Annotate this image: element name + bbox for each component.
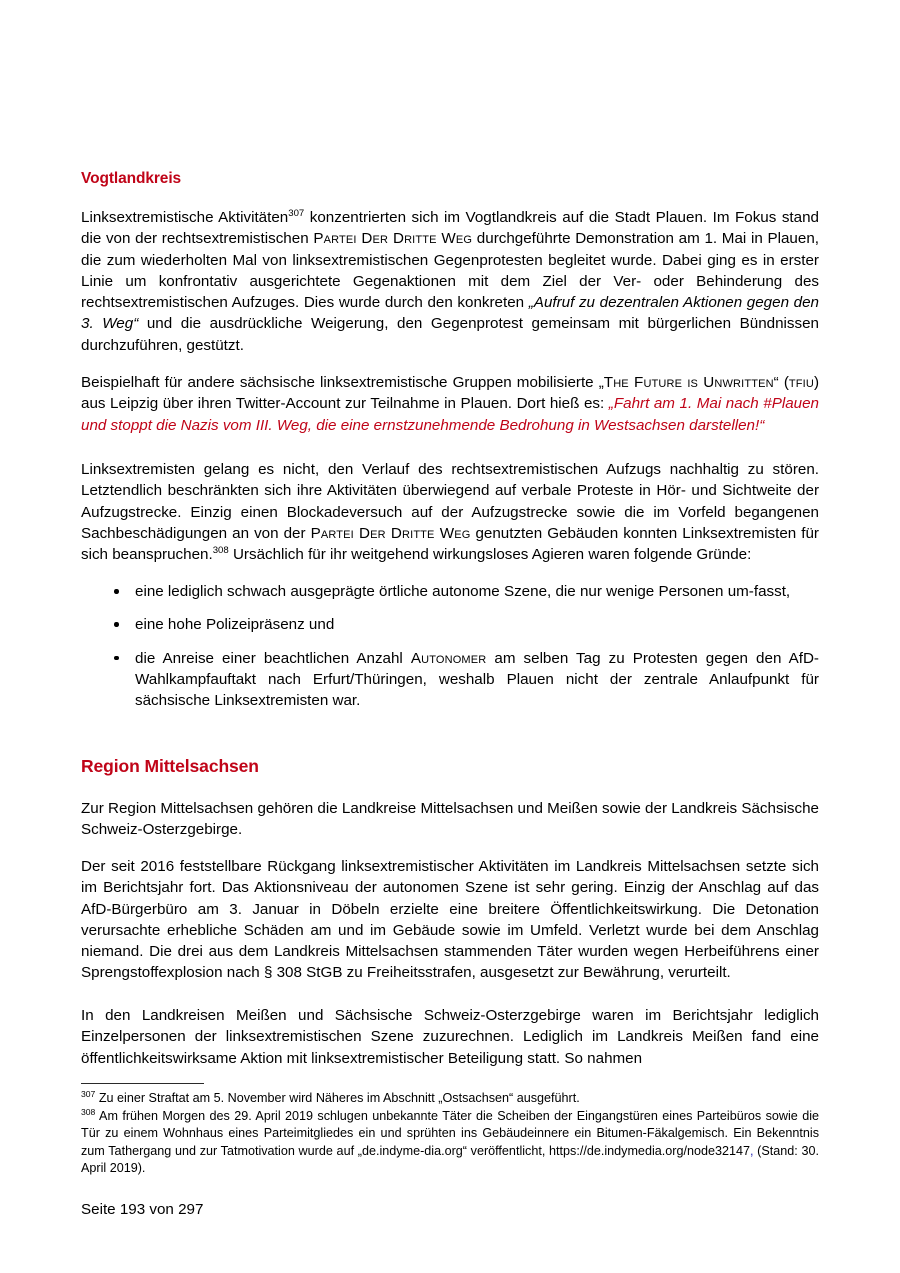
bullet-list-reasons — [81, 581, 819, 711]
par1-text-c: durchgeführte Demonstration am 1. Mai in Plauen, die zum wiederholten Mal von linksextremistischen Gegenprotesten begleitet wurde. Dabei ging es in erster Linie um konfrontativ ausgerichtete Gegenaktionen mit dem Ziel der Ver- oder Behinderung des rechtsextremistischen Aufzuges. Dies wurde durch den konkreten — [81, 230, 819, 312]
red-italic-quote-tfiu: „Fahrt am 1. Mai nach #Plauen und stoppt die Nazis vom III. Weg, die eine ernstzunehmende Bedrohung in Westsachsen darstellen!“ — [81, 395, 819, 434]
bullet-3-text-a: die Anreise einer beachtlichen Anzahl — [135, 649, 411, 667]
footnote-marker-307: 307 — [81, 1088, 96, 1099]
smallcaps-partei-der-dritte-weg-2: Partei Der Dritte Weg — [310, 524, 471, 542]
par2-text-b: “ ( — [773, 374, 789, 391]
section-heading-vogtlandkreis: Vogtlandkreis — [81, 170, 182, 187]
footnote-308-text-a: Am frühen Morgen des 29. April 2019 schlugen unbekannte Täter die Scheiben der Eingangstüren eines Parteibüros sowie die Tür zu einem Wohnhaus eines Parteimitgliedes ein und sprühten ins Gebäudeinnere ein Bitumen-Fäkalgemisch. Ein Bekenntnis zum Tathergang und zur Tatmotivation wurde auf „de.indyme-dia.org“ veröffentlicht, https://de.indymedia.org/node32147 — [81, 1108, 819, 1158]
par3-text-b: genutzten Gebäuden konnten Linksextremisten für sich beanspruchen. — [81, 524, 819, 564]
smallcaps-autonomer: Autonomer — [410, 649, 487, 667]
paragraph-mittelsachsen-1: Zur Region Mittelsachsen gehören die Landkreise Mittelsachsen und Meißen sowie der Landkreis Sächsische Schweiz-Osterzgebirge. — [81, 800, 819, 839]
par2-text-a: Beispielhaft für andere sächsische linksextremistische Gruppen mobilisierte „ — [81, 374, 604, 391]
paragraph-vogtlandkreis-2-wrap — [81, 372, 819, 436]
list-item — [81, 581, 819, 602]
footnote-ref-308[interactable]: 308 — [212, 545, 229, 557]
bullet-2-text-a: eine hohe Polizeipräsenz und — [135, 616, 335, 634]
footnote-307-text: Zu einer Straftat am 5. November wird Näheres im Abschnitt „Ostsachsen“ ausgeführt. — [95, 1091, 580, 1105]
bullet-list-wrap — [81, 581, 819, 711]
bullet-dot-icon — [114, 589, 119, 594]
footnote-308-hyperlink-mark[interactable]: , — [749, 1143, 754, 1158]
bullet-3-text-b: am selben Tag zu Protesten gegen den AfD-Wahlkampfauftakt nach Erfurt/Thüringen, weshalb Plauen nicht der zentrale Anlaufpunkt für sächsische Linksextremisten war. — [135, 649, 819, 710]
paragraph-mittelsachsen-1-wrap — [81, 798, 819, 841]
paragraph-mittelsachsen-3: In den Landkreisen Meißen und Sächsische Schweiz-Osterzgebirge waren im Berichtsjahr lediglich Einzelpersonen der linksextremistischen Szene zuzurechnen. Lediglich im Landkreis Meißen fand eine öffentlichkeitswirksame Aktion mit linksextremistischer Beteiligung statt. So nahmen — [81, 1007, 819, 1067]
paragraph-vogtlandkreis-3-wrap — [81, 459, 819, 565]
smallcaps-the-future-is-unwritten: The Future is Unwritten — [603, 374, 774, 391]
bullet-1-text-a: eine lediglich schwach ausgeprägte örtliche autonome Szene, die nur wenige Personen um-fasst, — [135, 583, 791, 600]
par1-text-a: Linksextremistische Aktivitäten — [81, 209, 289, 226]
section-heading-vogtlandkreis-wrap — [81, 170, 181, 189]
par1-text-b: konzentrierten sich im Vogtlandkreis auf die Stadt Plauen. Im Fokus stand die von der rechtsextremistischen — [81, 209, 819, 248]
footnote-307 — [81, 1090, 819, 1108]
list-item — [81, 614, 819, 635]
paragraph-vogtlandkreis-1 — [81, 207, 819, 356]
footnote-marker-308: 308 — [81, 1106, 96, 1117]
footnote-separator-rule — [81, 1083, 204, 1084]
footnote-308-text-b: (Stand: 30. April 2019). — [81, 1143, 819, 1176]
paragraph-vogtlandkreis-2 — [81, 372, 819, 436]
italic-quote-aufruf: „Aufruf zu dezentralen Aktionen gegen den 3. Weg“ — [81, 294, 819, 333]
paragraph-mittelsachsen-3-wrap — [81, 1005, 819, 1069]
bullet-dot-icon — [114, 622, 119, 627]
section-heading-region-mittelsachsen: Region Mittelsachsen — [81, 756, 259, 776]
section-heading-region-mittelsachsen-wrap — [81, 756, 259, 777]
par2-text-c: ) aus Leipzig über ihren Twitter-Account zur Teilnahme in Plauen. Dort hieß es: — [81, 374, 819, 413]
page-number-footer: Seite 193 von 297 — [81, 1201, 204, 1218]
bullet-dot-icon — [114, 656, 119, 661]
footnote-area — [81, 1090, 819, 1178]
par1-text-d: und die ausdrückliche Weigerung, den Gegenprotest gemeinsam mit bürgerlichen Bündnissen durchzuführen, gestützt. — [81, 315, 819, 354]
footnote-ref-307[interactable]: 307 — [288, 207, 305, 219]
paragraph-vogtlandkreis-3 — [81, 459, 819, 565]
par3-text-a: Linksextremisten gelang es nicht, den Verlauf des rechtsextremistischen Aufzugs nachhaltig zu stören. Letztendlich beschränkten sich ihre Aktivitäten überwiegend auf verbale Proteste in Hör- und Sichtweite der Aufzugstrecke. Einzig einen Blockadeversuch auf der Aufzugstrecke sowie die im Vorfeld begangenen Sachbeschädigungen an von der — [81, 461, 819, 542]
paragraph-mittelsachsen-2: Der seit 2016 feststellbare Rückgang linksextremistischer Aktivitäten im Landkreis Mittelsachsen setzte sich im Berichtsjahr fort. Das Aktionsniveau der autonomen Szene ist sehr gering. Einzig der Anschlag auf das AfD-Bürgerbüro am 3. Januar in Döbeln erzielte eine breitere Öffentlichkeitswirkung. Die Detonation verursachte erhebliche Schäden am und im Gebäude sowie im Umfeld. Verletzt wurde bei dem Anschlag niemand. Die drei aus dem Landkreis Mittelsachsen stammenden Täter wurden wegen Herbeiführens einer Sprengstoffexplosion nach § 308 StGB zu Freiheitsstrafen, ausgesetzt zur Bewährung, verurteilt. — [81, 858, 819, 982]
paragraph-mittelsachsen-2-wrap — [81, 856, 819, 984]
footnote-308 — [81, 1108, 819, 1178]
smallcaps-partei-der-dritte-weg-1: Partei Der Dritte Weg — [313, 230, 473, 248]
par3-text-c: Ursächlich für ihr weitgehend wirkungsloses Agieren waren folgende Gründe: — [228, 546, 752, 564]
paragraph-vogtlandkreis-1-wrap — [81, 207, 819, 356]
list-item — [81, 648, 819, 712]
smallcaps-tfiu: tfiu — [788, 374, 814, 391]
